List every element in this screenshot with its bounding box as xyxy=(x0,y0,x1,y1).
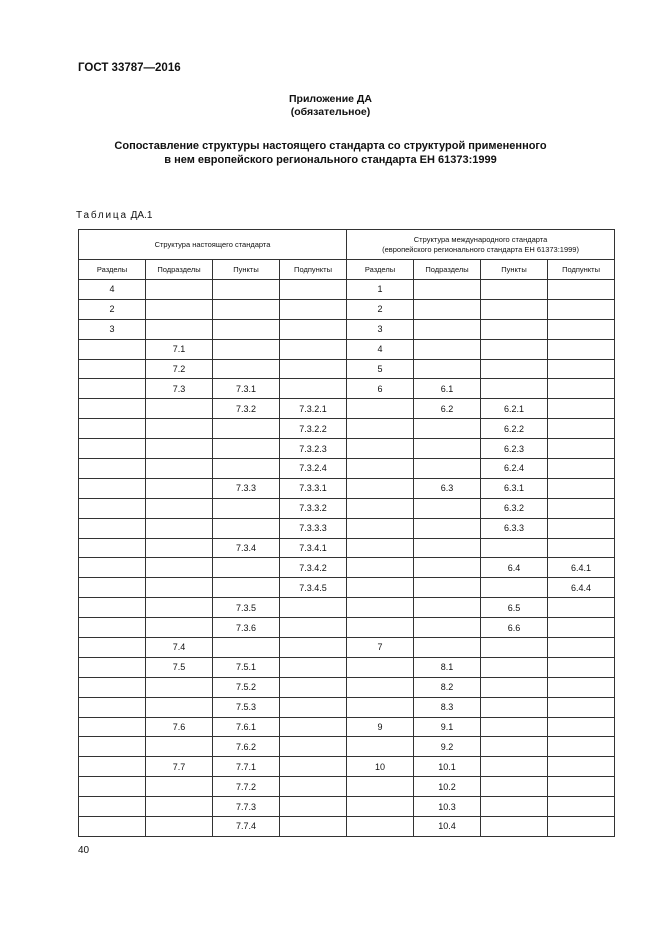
table-cell xyxy=(481,657,548,677)
table-cell xyxy=(79,618,146,638)
table-cell xyxy=(146,498,213,518)
table-row xyxy=(79,459,615,479)
table-cell xyxy=(347,399,414,419)
table-cell: 7.3.3.1 xyxy=(280,478,347,498)
table-row xyxy=(79,558,615,578)
table-cell: 6 xyxy=(347,379,414,399)
table-cell xyxy=(213,339,280,359)
table-cell: 6.1 xyxy=(414,379,481,399)
group-header-international-standard xyxy=(347,230,615,260)
table-cell: 10.4 xyxy=(414,817,481,837)
table-cell xyxy=(280,797,347,817)
table-cell xyxy=(481,717,548,737)
table-cell xyxy=(146,618,213,638)
group-header-international-line-2: (европейского регионального стандарта ЕН 61373:1999) xyxy=(382,244,579,254)
column-header: Разделы xyxy=(347,260,414,280)
table-label-prefix: Таблица xyxy=(76,210,128,221)
table-cell: 7 xyxy=(347,638,414,658)
table-cell xyxy=(146,797,213,817)
table-cell: 7.3 xyxy=(146,379,213,399)
table-cell: 6.4.1 xyxy=(548,558,615,578)
table-cell xyxy=(280,677,347,697)
table-column-header-row xyxy=(79,260,615,280)
table-cell xyxy=(146,817,213,837)
table-cell xyxy=(213,498,280,518)
table-cell: 8.2 xyxy=(414,677,481,697)
table-cell xyxy=(347,478,414,498)
table-cell xyxy=(347,797,414,817)
table-cell xyxy=(79,558,146,578)
table-label-number: ДА.1 xyxy=(130,210,153,221)
table-cell xyxy=(347,817,414,837)
table-cell xyxy=(79,359,146,379)
table-cell xyxy=(79,379,146,399)
table-cell xyxy=(414,299,481,319)
table-row xyxy=(79,757,615,777)
table-cell: 6.5 xyxy=(481,598,548,618)
table-cell: 7.7.4 xyxy=(213,817,280,837)
table-cell xyxy=(280,299,347,319)
table-cell xyxy=(481,319,548,339)
table-cell xyxy=(146,399,213,419)
table-cell: 7.6.1 xyxy=(213,717,280,737)
table-cell xyxy=(280,737,347,757)
table-cell: 4 xyxy=(79,280,146,300)
table-cell xyxy=(79,757,146,777)
table-cell: 7.3.2.2 xyxy=(280,419,347,439)
table-row xyxy=(79,359,615,379)
table-cell xyxy=(280,697,347,717)
table-cell: 6.3.3 xyxy=(481,518,548,538)
table-cell: 10.1 xyxy=(414,757,481,777)
table-cell xyxy=(481,697,548,717)
table-cell xyxy=(548,319,615,339)
table-row xyxy=(79,598,615,618)
table-cell xyxy=(347,697,414,717)
table-cell: 6.2.4 xyxy=(481,459,548,479)
table-cell xyxy=(548,359,615,379)
table-cell xyxy=(79,419,146,439)
table-cell xyxy=(548,299,615,319)
table-cell xyxy=(481,638,548,658)
standard-code: ГОСТ 33787—2016 xyxy=(78,62,181,74)
table-cell xyxy=(414,498,481,518)
table-cell xyxy=(280,359,347,379)
table-cell xyxy=(213,299,280,319)
table-cell: 6.4 xyxy=(481,558,548,578)
column-header: Пункты xyxy=(481,260,548,280)
table-cell xyxy=(280,379,347,399)
table-group-header-row xyxy=(79,230,615,260)
table-cell xyxy=(79,677,146,697)
table-cell xyxy=(548,817,615,837)
table-cell xyxy=(213,459,280,479)
table-cell xyxy=(146,459,213,479)
table-cell: 7.1 xyxy=(146,339,213,359)
table-cell xyxy=(481,737,548,757)
table-row xyxy=(79,737,615,757)
table-row xyxy=(79,439,615,459)
table-cell xyxy=(280,638,347,658)
table-cell: 7.6.2 xyxy=(213,737,280,757)
table-cell: 10.2 xyxy=(414,777,481,797)
table-cell: 6.3.1 xyxy=(481,478,548,498)
column-header: Подразделы xyxy=(414,260,481,280)
table-cell xyxy=(414,419,481,439)
table-cell xyxy=(414,618,481,638)
table-cell xyxy=(548,339,615,359)
table-cell: 6.2.2 xyxy=(481,419,548,439)
table-cell: 7.7.1 xyxy=(213,757,280,777)
table-cell: 7.7.2 xyxy=(213,777,280,797)
column-header: Подпункты xyxy=(548,260,615,280)
table-cell xyxy=(213,578,280,598)
table-cell: 7.3.3.2 xyxy=(280,498,347,518)
table-cell xyxy=(79,817,146,837)
table-cell xyxy=(146,478,213,498)
table-cell xyxy=(280,657,347,677)
annex-caption-line-2: в нем европейского регионального стандарта ЕН 61373:1999 xyxy=(164,154,497,166)
table-cell xyxy=(414,459,481,479)
table-row xyxy=(79,339,615,359)
annex-status: (обязательное) xyxy=(290,106,371,118)
table-row xyxy=(79,280,615,300)
table-row xyxy=(79,677,615,697)
table-cell xyxy=(347,419,414,439)
table-cell: 6.4.4 xyxy=(548,578,615,598)
table-cell xyxy=(146,697,213,717)
column-header: Пункты xyxy=(213,260,280,280)
table-cell xyxy=(146,677,213,697)
table-cell xyxy=(481,359,548,379)
table-cell: 9.2 xyxy=(414,737,481,757)
table-cell xyxy=(79,657,146,677)
table-cell xyxy=(548,717,615,737)
table-cell xyxy=(481,538,548,558)
table-cell xyxy=(213,558,280,578)
table-cell: 7.3.2.4 xyxy=(280,459,347,479)
table-cell: 10.3 xyxy=(414,797,481,817)
table-cell xyxy=(280,717,347,737)
table-row xyxy=(79,518,615,538)
table-cell xyxy=(280,339,347,359)
table-cell: 9 xyxy=(347,717,414,737)
table-cell xyxy=(548,777,615,797)
table-cell: 5 xyxy=(347,359,414,379)
table-cell xyxy=(548,538,615,558)
table-cell xyxy=(347,618,414,638)
table-cell: 7.3.5 xyxy=(213,598,280,618)
table-cell: 7.3.2.3 xyxy=(280,439,347,459)
table-cell xyxy=(213,638,280,658)
table-cell xyxy=(280,817,347,837)
table-cell xyxy=(79,638,146,658)
table-cell xyxy=(280,777,347,797)
table-row xyxy=(79,578,615,598)
table-cell xyxy=(146,538,213,558)
table-row xyxy=(79,797,615,817)
table-cell: 7.3.1 xyxy=(213,379,280,399)
table-cell xyxy=(548,478,615,498)
table-cell xyxy=(548,498,615,518)
table-cell: 6.3.2 xyxy=(481,498,548,518)
table-cell: 7.7.3 xyxy=(213,797,280,817)
table-cell xyxy=(481,757,548,777)
table-cell xyxy=(548,797,615,817)
table-cell xyxy=(481,777,548,797)
table-cell: 7.3.4.2 xyxy=(280,558,347,578)
table-cell: 9.1 xyxy=(414,717,481,737)
table-cell xyxy=(481,339,548,359)
table-cell xyxy=(347,657,414,677)
table-cell xyxy=(347,518,414,538)
table-cell xyxy=(146,299,213,319)
table-cell xyxy=(213,419,280,439)
table-cell xyxy=(414,280,481,300)
table-cell xyxy=(79,399,146,419)
table-cell: 3 xyxy=(79,319,146,339)
table-cell xyxy=(146,319,213,339)
table-cell xyxy=(414,538,481,558)
table-cell: 7.4 xyxy=(146,638,213,658)
table-cell xyxy=(280,757,347,777)
table-cell: 7.6 xyxy=(146,717,213,737)
table-cell xyxy=(414,558,481,578)
table-cell xyxy=(213,518,280,538)
table-cell xyxy=(347,439,414,459)
table-cell: 6.6 xyxy=(481,618,548,638)
table-cell xyxy=(79,459,146,479)
table-cell: 6.3 xyxy=(414,478,481,498)
table-cell xyxy=(347,598,414,618)
table-cell xyxy=(548,757,615,777)
table-cell xyxy=(548,419,615,439)
table-cell xyxy=(548,399,615,419)
table-cell xyxy=(548,518,615,538)
table-cell xyxy=(414,359,481,379)
table-row xyxy=(79,657,615,677)
table-cell xyxy=(347,578,414,598)
table-row xyxy=(79,379,615,399)
table-cell: 7.5 xyxy=(146,657,213,677)
table-cell xyxy=(280,319,347,339)
table-cell xyxy=(213,439,280,459)
table-cell xyxy=(79,737,146,757)
table-cell xyxy=(146,518,213,538)
table-cell xyxy=(481,797,548,817)
table-row xyxy=(79,419,615,439)
table-cell: 7.7 xyxy=(146,757,213,777)
table-cell xyxy=(213,359,280,379)
table-cell xyxy=(146,558,213,578)
table-cell xyxy=(146,578,213,598)
table-cell xyxy=(280,598,347,618)
table-cell: 7.2 xyxy=(146,359,213,379)
table-cell: 6.2.3 xyxy=(481,439,548,459)
table-cell xyxy=(347,459,414,479)
table-row xyxy=(79,478,615,498)
table-cell xyxy=(548,697,615,717)
table-cell xyxy=(414,339,481,359)
table-cell xyxy=(79,717,146,737)
table-cell xyxy=(548,737,615,757)
table-cell xyxy=(548,379,615,399)
table-cell xyxy=(79,538,146,558)
table-cell xyxy=(548,657,615,677)
table-cell xyxy=(347,498,414,518)
table-row xyxy=(79,319,615,339)
table-cell: 7.3.4.1 xyxy=(280,538,347,558)
column-header: Подпункты xyxy=(280,260,347,280)
table-cell xyxy=(414,638,481,658)
table-cell: 1 xyxy=(347,280,414,300)
table-row xyxy=(79,817,615,837)
table-cell xyxy=(79,697,146,717)
table-cell xyxy=(280,280,347,300)
table-cell: 7.3.4.5 xyxy=(280,578,347,598)
table-cell: 7.5.1 xyxy=(213,657,280,677)
table-cell: 3 xyxy=(347,319,414,339)
table-cell xyxy=(414,578,481,598)
table-row xyxy=(79,299,615,319)
table-cell xyxy=(79,578,146,598)
page-number: 40 xyxy=(78,845,90,856)
structure-mapping-table xyxy=(78,229,615,837)
table-cell xyxy=(548,280,615,300)
table-body xyxy=(79,280,615,837)
annex-caption-line-1: Сопоставление структуры настоящего стандарта со структурой примененного xyxy=(114,140,547,152)
table-row xyxy=(79,399,615,419)
table-cell: 10 xyxy=(347,757,414,777)
table-cell: 7.3.2.1 xyxy=(280,399,347,419)
table-cell xyxy=(548,459,615,479)
table-cell xyxy=(79,777,146,797)
table-row xyxy=(79,498,615,518)
table-cell xyxy=(481,280,548,300)
table-cell xyxy=(79,797,146,817)
table-cell xyxy=(79,339,146,359)
table-cell xyxy=(146,419,213,439)
table-cell xyxy=(481,379,548,399)
table-cell xyxy=(146,439,213,459)
column-header: Разделы xyxy=(79,260,146,280)
table-cell xyxy=(548,598,615,618)
table-cell xyxy=(347,558,414,578)
table-cell xyxy=(213,280,280,300)
table-cell: 4 xyxy=(347,339,414,359)
table-cell: 8.1 xyxy=(414,657,481,677)
table-label xyxy=(76,210,152,221)
table-cell: 7.3.4 xyxy=(213,538,280,558)
table-cell xyxy=(146,737,213,757)
group-header-international-line-1: Структура международного стандарта xyxy=(413,234,548,244)
table-cell xyxy=(79,439,146,459)
table-cell: 2 xyxy=(79,299,146,319)
table-cell: 6.2 xyxy=(414,399,481,419)
table-cell xyxy=(347,737,414,757)
table-cell xyxy=(213,319,280,339)
table-cell xyxy=(347,538,414,558)
table-cell xyxy=(146,598,213,618)
table-cell xyxy=(414,319,481,339)
table-cell xyxy=(548,439,615,459)
table-cell xyxy=(548,618,615,638)
table-row xyxy=(79,638,615,658)
table-cell: 8.3 xyxy=(414,697,481,717)
table-cell xyxy=(280,618,347,638)
table-cell: 7.3.3.3 xyxy=(280,518,347,538)
table-cell xyxy=(481,578,548,598)
group-header-current-standard: Структура настоящего стандарта xyxy=(79,230,347,260)
table-cell xyxy=(481,817,548,837)
table-cell: 6.2.1 xyxy=(481,399,548,419)
annex-title: Приложение ДА xyxy=(289,93,372,105)
table-cell: 7.3.2 xyxy=(213,399,280,419)
table-cell xyxy=(481,299,548,319)
table-cell xyxy=(79,518,146,538)
table-row xyxy=(79,777,615,797)
table-cell xyxy=(414,598,481,618)
table-cell xyxy=(548,638,615,658)
table-row xyxy=(79,618,615,638)
table-cell xyxy=(548,677,615,697)
table-cell xyxy=(481,677,548,697)
table-cell xyxy=(146,280,213,300)
table-row xyxy=(79,538,615,558)
table-cell: 7.5.3 xyxy=(213,697,280,717)
table-cell xyxy=(414,518,481,538)
table-cell: 7.3.6 xyxy=(213,618,280,638)
table-cell: 7.3.3 xyxy=(213,478,280,498)
table-cell xyxy=(79,478,146,498)
table-cell xyxy=(414,439,481,459)
column-header: Подразделы xyxy=(146,260,213,280)
table-row xyxy=(79,697,615,717)
table-cell xyxy=(79,598,146,618)
table-cell xyxy=(347,777,414,797)
table-row xyxy=(79,717,615,737)
table-cell xyxy=(347,677,414,697)
table-cell xyxy=(146,777,213,797)
table-cell: 2 xyxy=(347,299,414,319)
table-cell xyxy=(79,498,146,518)
table-cell: 7.5.2 xyxy=(213,677,280,697)
